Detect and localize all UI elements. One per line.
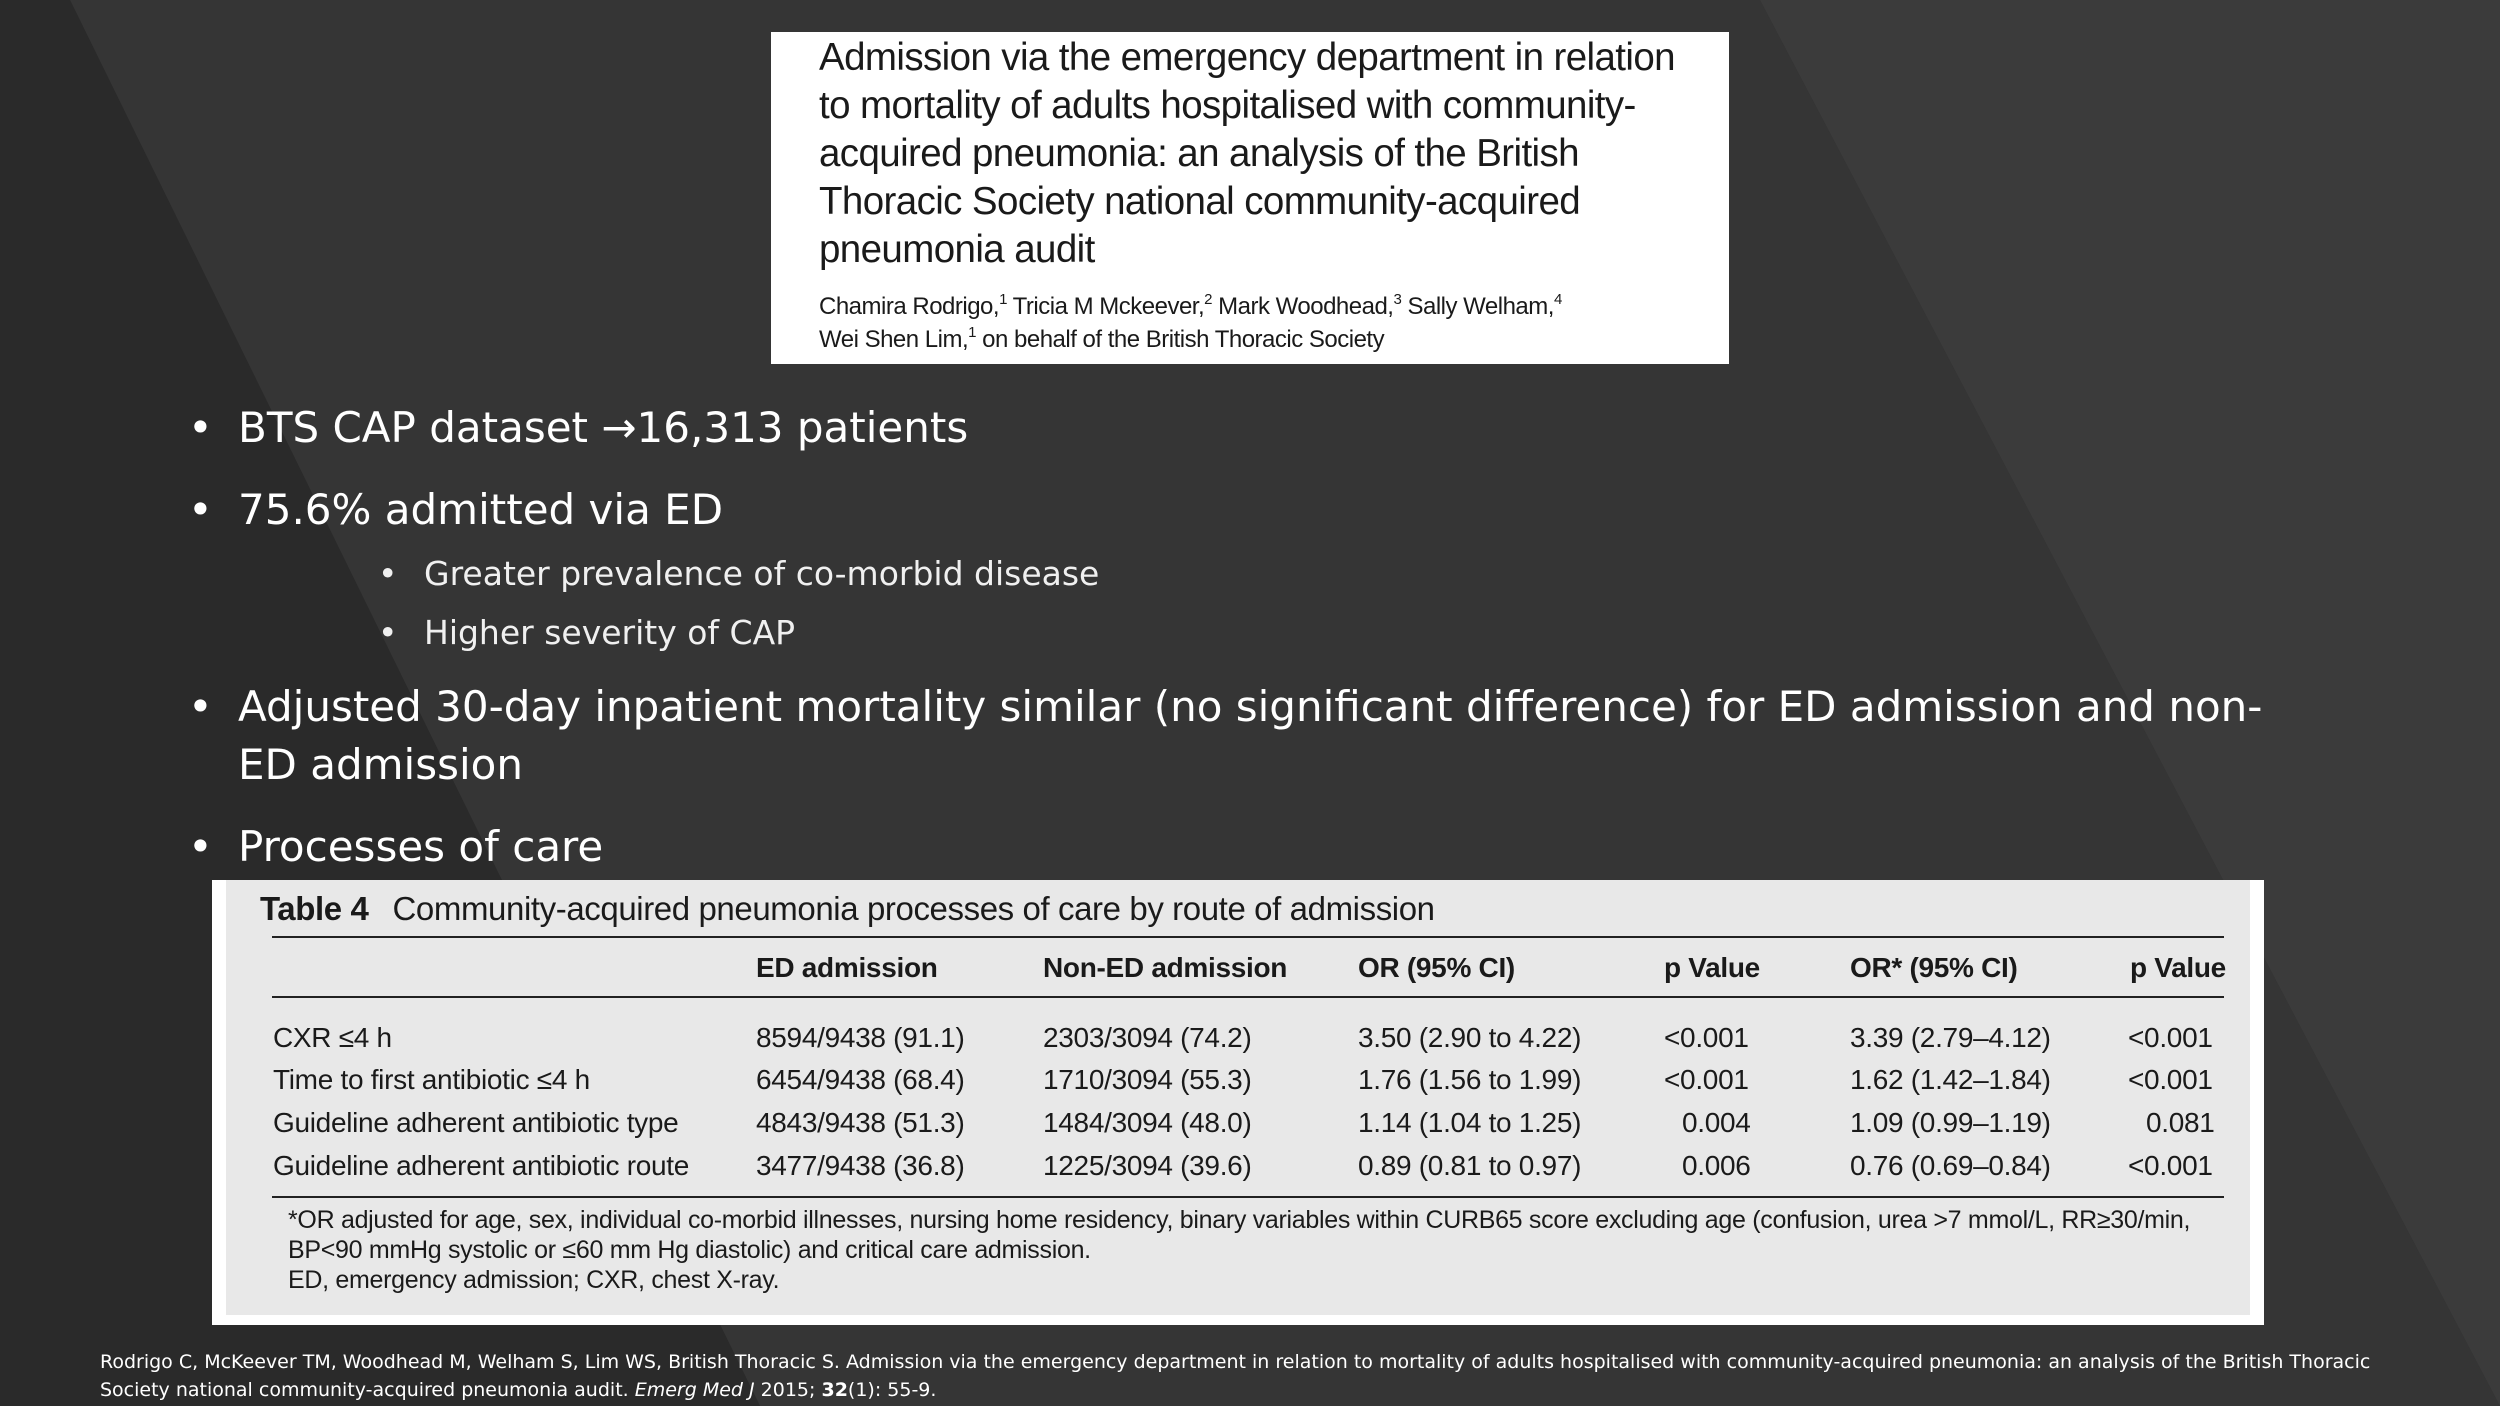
affiliation-sup: 3 bbox=[1393, 291, 1402, 308]
reference-text: (1): 55-9. bbox=[847, 1379, 937, 1401]
sub-bullet-text: Greater prevalence of co-morbid disease bbox=[424, 554, 1100, 593]
footnote-line: ED, emergency admission; CXR, chest X-ray. bbox=[288, 1266, 780, 1294]
bullet-dot: • bbox=[188, 822, 213, 871]
table-cell: <0.001 bbox=[2128, 1064, 2213, 1095]
bullet-dot: • bbox=[188, 403, 213, 452]
article-title-line: pneumonia audit bbox=[819, 228, 1095, 271]
table-cell: 3.39 (2.79–4.12) bbox=[1850, 1022, 2051, 1053]
author-name: Tricia M Mckeever, bbox=[1006, 293, 1205, 320]
table-cell: 3.50 (2.90 to 4.22) bbox=[1358, 1022, 1582, 1053]
bullet-text: BTS CAP dataset →16,313 patients bbox=[238, 403, 969, 452]
reference-text: Society national community-acquired pneumonia audit. bbox=[100, 1379, 635, 1401]
table-label: Table 4 bbox=[260, 890, 369, 927]
table-cell: 0.006 bbox=[1682, 1150, 1751, 1181]
article-header-image bbox=[771, 32, 1729, 364]
table-cell: <0.001 bbox=[2128, 1022, 2213, 1053]
table-cell: <0.001 bbox=[1664, 1022, 1749, 1053]
table-cell: 1.62 (1.42–1.84) bbox=[1850, 1064, 2051, 1095]
table-cell: 1.76 (1.56 to 1.99) bbox=[1358, 1064, 1582, 1095]
bullet-text: Adjusted 30-day inpatient mortality similar (no significant difference) for ED admission and non- bbox=[238, 682, 2263, 731]
bullet-text-continuation: ED admission bbox=[238, 740, 523, 789]
table-cell: <0.001 bbox=[1664, 1064, 1749, 1095]
article-authors bbox=[819, 290, 1729, 356]
reference-citation bbox=[100, 1348, 2420, 1404]
author-name: Chamira Rodrigo, bbox=[819, 293, 1000, 320]
article-title-line: Thoracic Society national community-acquired bbox=[819, 180, 1581, 223]
table-cell: 1484/3094 (48.0) bbox=[1043, 1107, 1252, 1138]
bullet-dot: • bbox=[378, 554, 398, 593]
table-cell: <0.001 bbox=[2128, 1150, 2213, 1181]
table-header: OR* (95% CI) bbox=[1850, 952, 2018, 983]
table-cell: 0.004 bbox=[1682, 1107, 1751, 1138]
table-cell: Time to first antibiotic ≤4 h bbox=[273, 1064, 590, 1095]
table-header: p Value bbox=[2130, 952, 2226, 983]
table-cell: 0.89 (0.81 to 0.97) bbox=[1358, 1150, 1582, 1181]
bullet-dot: • bbox=[188, 485, 213, 534]
table-rule bbox=[272, 1196, 2224, 1198]
authors-line bbox=[819, 290, 1729, 323]
table-cell: 1.14 (1.04 to 1.25) bbox=[1358, 1107, 1582, 1138]
author-name: Wei Shen Lim, bbox=[819, 326, 969, 353]
authors-line bbox=[819, 323, 1729, 356]
table-cell: Guideline adherent antibiotic route bbox=[273, 1150, 690, 1181]
bullet-dot: • bbox=[188, 682, 213, 731]
table-cell: 2303/3094 (74.2) bbox=[1043, 1022, 1252, 1053]
sub-bullet-text: Higher severity of CAP bbox=[424, 613, 796, 652]
table-header: OR (95% CI) bbox=[1358, 952, 1515, 983]
table-cell: 1225/3094 (39.6) bbox=[1043, 1150, 1252, 1181]
reference-volume: 32 bbox=[821, 1379, 848, 1401]
table-cell: 6454/9438 (68.4) bbox=[756, 1064, 965, 1095]
footnote-line: BP<90 mmHg systolic or ≤60 mm Hg diastolic) and critical care admission. bbox=[288, 1236, 1091, 1264]
table-cell: 1710/3094 (55.3) bbox=[1043, 1064, 1252, 1095]
affiliation-sup: 2 bbox=[1204, 291, 1212, 308]
table-cell: 4843/9438 (51.3) bbox=[756, 1107, 965, 1138]
reference-line bbox=[100, 1376, 2420, 1404]
article-title bbox=[819, 32, 1699, 274]
footnote-line: *OR adjusted for age, sex, individual co-morbid illnesses, nursing home residency, binary variables within CURB65 score excluding age (confusion, urea >7 mmol/L, RR≥30/min, bbox=[288, 1206, 2191, 1234]
affiliation-sup: 1 bbox=[999, 291, 1007, 308]
table-footnote bbox=[288, 1205, 2190, 1295]
table-cell: 8594/9438 (91.1) bbox=[756, 1022, 965, 1053]
table-cell: Guideline adherent antibiotic type bbox=[273, 1107, 679, 1138]
author-name: Mark Woodhead, bbox=[1211, 293, 1394, 320]
table-header: ED admission bbox=[756, 952, 938, 983]
affiliation-sup: 1 bbox=[968, 324, 976, 341]
reference-journal: Emerg Med J bbox=[634, 1379, 755, 1401]
bullet-text: 75.6% admitted via ED bbox=[238, 485, 724, 534]
reference-line: Rodrigo C, McKeever TM, Woodhead M, Welham S, Lim WS, British Thoracic S. Admission via the emergency department in relation to mortality of adults hospitalised with community-acquired pneumonia: an analysis of the British Thoracic bbox=[100, 1351, 2371, 1373]
table-rule bbox=[272, 936, 2224, 938]
table-caption-text: Community-acquired pneumonia processes of care by route of admission bbox=[392, 890, 1435, 927]
author-affiliation-note: on behalf of the British Thoracic Society bbox=[975, 326, 1385, 353]
reference-text: 2015; bbox=[754, 1379, 822, 1401]
article-title-line: acquired pneumonia: an analysis of the British bbox=[819, 132, 1579, 175]
table-cell: 0.76 (0.69–0.84) bbox=[1850, 1150, 2051, 1181]
article-title-line: Admission via the emergency department in relation bbox=[819, 36, 1675, 79]
table-header: Non-ED admission bbox=[1043, 952, 1288, 983]
table-cell: 3477/9438 (36.8) bbox=[756, 1150, 965, 1181]
author-name: Sally Welham, bbox=[1401, 293, 1554, 320]
table-cell: CXR ≤4 h bbox=[273, 1022, 392, 1053]
affiliation-sup: 4 bbox=[1553, 291, 1562, 308]
table-cell: 1.09 (0.99–1.19) bbox=[1850, 1107, 2051, 1138]
bullet-dot: • bbox=[378, 613, 398, 652]
bullet-text: Processes of care bbox=[238, 822, 604, 871]
table-rule bbox=[272, 996, 2224, 998]
table-caption bbox=[260, 890, 1435, 928]
table-header: p Value bbox=[1664, 952, 1760, 983]
article-title-line: to mortality of adults hospitalised with community- bbox=[819, 84, 1636, 127]
table-cell: 0.081 bbox=[2146, 1107, 2215, 1138]
